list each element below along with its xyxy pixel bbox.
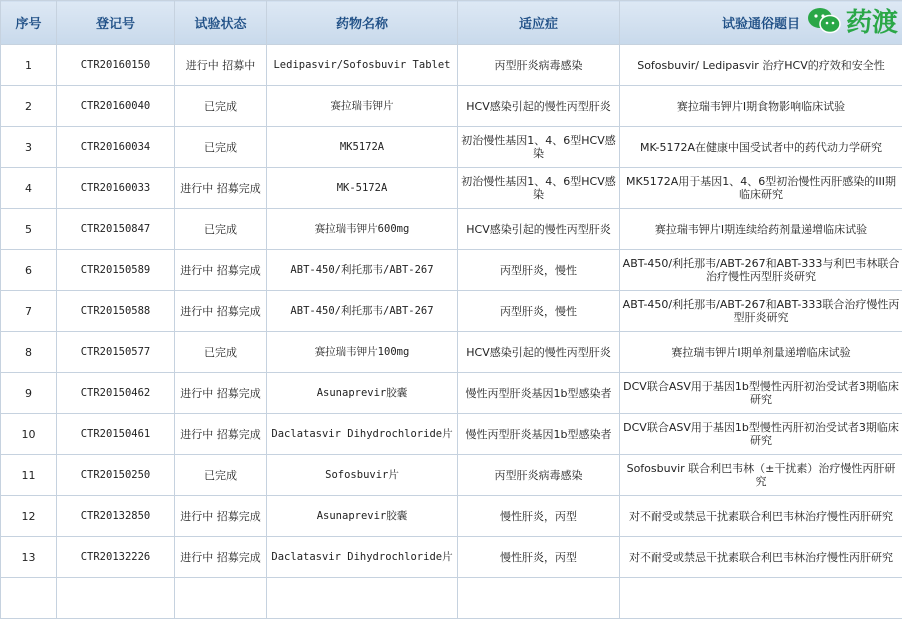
cell-drug: Ledipasvir/Sofosbuvir Tablet xyxy=(267,45,458,86)
cell-drug: ABT-450/利托那韦/ABT-267 xyxy=(267,250,458,291)
table-row xyxy=(1,127,902,168)
cell-status: 进行中 招募完成 xyxy=(175,168,267,209)
header-row xyxy=(1,1,902,45)
table-row xyxy=(1,291,902,332)
cell-no: 12 xyxy=(1,496,57,537)
cell-empty xyxy=(620,578,902,619)
table-row xyxy=(1,373,902,414)
cell-reg: CTR20160034 xyxy=(57,127,175,168)
cell-status: 进行中 招募完成 xyxy=(175,414,267,455)
cell-title: ABT-450/利托那韦/ABT-267和ABT-333联合治疗慢性丙型肝炎研究 xyxy=(620,291,902,332)
table-body xyxy=(1,45,902,619)
cell-title: Sofosbuvir 联合利巴韦林（±干扰素）治疗慢性丙肝研究 xyxy=(620,455,902,496)
cell-reg: CTR20150577 xyxy=(57,332,175,373)
cell-empty xyxy=(267,578,458,619)
cell-indication: 丙型肝炎，慢性 xyxy=(458,291,620,332)
cell-indication: HCV感染引起的慢性丙型肝炎 xyxy=(458,86,620,127)
cell-no: 7 xyxy=(1,291,57,332)
cell-indication: 慢性肝炎，丙型 xyxy=(458,496,620,537)
header-indication: 适应症 xyxy=(458,1,620,45)
cell-indication: 丙型肝炎病毒感染 xyxy=(458,455,620,496)
cell-title: Sofosbuvir/ Ledipasvir 治疗HCV的疗效和安全性 xyxy=(620,45,902,86)
cell-drug: ABT-450/利托那韦/ABT-267 xyxy=(267,291,458,332)
cell-status: 进行中 招募完成 xyxy=(175,250,267,291)
cell-title: 赛拉瑞韦钾片I期连续给药剂量递增临床试验 xyxy=(620,209,902,250)
cell-reg: CTR20150847 xyxy=(57,209,175,250)
cell-reg: CTR20150589 xyxy=(57,250,175,291)
cell-no: 3 xyxy=(1,127,57,168)
cell-empty xyxy=(1,578,57,619)
cell-drug: 赛拉瑞韦钾片100mg xyxy=(267,332,458,373)
cell-no: 9 xyxy=(1,373,57,414)
cell-reg: CTR20160150 xyxy=(57,45,175,86)
cell-reg: CTR20160033 xyxy=(57,168,175,209)
cell-reg: CTR20150461 xyxy=(57,414,175,455)
cell-title: 对不耐受或禁忌干扰素联合利巴韦林治疗慢性丙肝研究 xyxy=(620,537,902,578)
cell-reg: CTR20132850 xyxy=(57,496,175,537)
table-row xyxy=(1,332,902,373)
table-row xyxy=(1,537,902,578)
table-row xyxy=(1,250,902,291)
cell-status: 已完成 xyxy=(175,209,267,250)
cell-title: DCV联合ASV用于基因1b型慢性丙肝初治受试者3期临床研究 xyxy=(620,414,902,455)
cell-indication: 慢性丙型肝炎基因1b型感染者 xyxy=(458,414,620,455)
cell-title: MK5172A用于基因1、4、6型初治慢性丙肝感染的III期临床研究 xyxy=(620,168,902,209)
cell-indication: 初治慢性基因1、4、6型HCV感染 xyxy=(458,168,620,209)
cell-title: 赛拉瑞韦钾片I期单剂量递增临床试验 xyxy=(620,332,902,373)
cell-status: 已完成 xyxy=(175,127,267,168)
cell-empty xyxy=(458,578,620,619)
cell-drug: Asunaprevir胶囊 xyxy=(267,496,458,537)
cell-reg: CTR20132226 xyxy=(57,537,175,578)
table-row xyxy=(1,45,902,86)
table-row xyxy=(1,414,902,455)
cell-no: 5 xyxy=(1,209,57,250)
cell-title: MK-5172A在健康中国受试者中的药代动力学研究 xyxy=(620,127,902,168)
cell-indication: 慢性丙型肝炎基因1b型感染者 xyxy=(458,373,620,414)
cell-status: 进行中 招募完成 xyxy=(175,537,267,578)
cell-drug: 赛拉瑞韦钾片600mg xyxy=(267,209,458,250)
table-row xyxy=(1,496,902,537)
table-row xyxy=(1,209,902,250)
cell-status: 进行中 招募完成 xyxy=(175,291,267,332)
cell-indication: 慢性肝炎，丙型 xyxy=(458,537,620,578)
cell-status: 已完成 xyxy=(175,332,267,373)
cell-drug: Sofosbuvir片 xyxy=(267,455,458,496)
header-drug: 药物名称 xyxy=(267,1,458,45)
cell-drug: Daclatasvir Dihydrochloride片 xyxy=(267,414,458,455)
cell-no: 4 xyxy=(1,168,57,209)
cell-drug: Daclatasvir Dihydrochloride片 xyxy=(267,537,458,578)
cell-drug: Asunaprevir胶囊 xyxy=(267,373,458,414)
watermark xyxy=(806,2,898,39)
cell-indication: 初治慢性基因1、4、6型HCV感染 xyxy=(458,127,620,168)
cell-indication: HCV感染引起的慢性丙型肝炎 xyxy=(458,332,620,373)
cell-no: 2 xyxy=(1,86,57,127)
cell-no: 1 xyxy=(1,45,57,86)
cell-no: 13 xyxy=(1,537,57,578)
cell-drug: MK5172A xyxy=(267,127,458,168)
cell-status: 已完成 xyxy=(175,455,267,496)
cell-status: 进行中 招募完成 xyxy=(175,496,267,537)
header-reg: 登记号 xyxy=(57,1,175,45)
cell-drug: 赛拉瑞韦钾片 xyxy=(267,86,458,127)
cell-status: 已完成 xyxy=(175,86,267,127)
wechat-icon xyxy=(806,6,842,36)
cell-title: ABT-450/利托那韦/ABT-267和ABT-333与利巴韦林联合治疗慢性丙型肝炎研究 xyxy=(620,250,902,291)
cell-indication: 丙型肝炎病毒感染 xyxy=(458,45,620,86)
cell-title: DCV联合ASV用于基因1b型慢性丙肝初治受试者3期临床研究 xyxy=(620,373,902,414)
cell-reg: CTR20150588 xyxy=(57,291,175,332)
cell-no: 10 xyxy=(1,414,57,455)
header-status: 试验状态 xyxy=(175,1,267,45)
watermark-text: 药渡 xyxy=(846,2,898,39)
cell-title: 对不耐受或禁忌干扰素联合利巴韦林治疗慢性丙肝研究 xyxy=(620,496,902,537)
cell-indication: HCV感染引起的慢性丙型肝炎 xyxy=(458,209,620,250)
cell-reg: CTR20150462 xyxy=(57,373,175,414)
header-no: 序号 xyxy=(1,1,57,45)
cell-no: 8 xyxy=(1,332,57,373)
cell-status: 进行中 招募中 xyxy=(175,45,267,86)
cell-no: 6 xyxy=(1,250,57,291)
cell-title: 赛拉瑞韦钾片I期食物影响临床试验 xyxy=(620,86,902,127)
cell-status: 进行中 招募完成 xyxy=(175,373,267,414)
table-row xyxy=(1,578,902,619)
header-title: 试验通俗题目 xyxy=(620,1,902,45)
cell-reg: CTR20160040 xyxy=(57,86,175,127)
cell-drug: MK-5172A xyxy=(267,168,458,209)
cell-empty xyxy=(175,578,267,619)
cell-empty xyxy=(57,578,175,619)
cell-reg: CTR20150250 xyxy=(57,455,175,496)
table-row xyxy=(1,168,902,209)
table-row xyxy=(1,86,902,127)
cell-no: 11 xyxy=(1,455,57,496)
table-row xyxy=(1,455,902,496)
cell-indication: 丙型肝炎，慢性 xyxy=(458,250,620,291)
